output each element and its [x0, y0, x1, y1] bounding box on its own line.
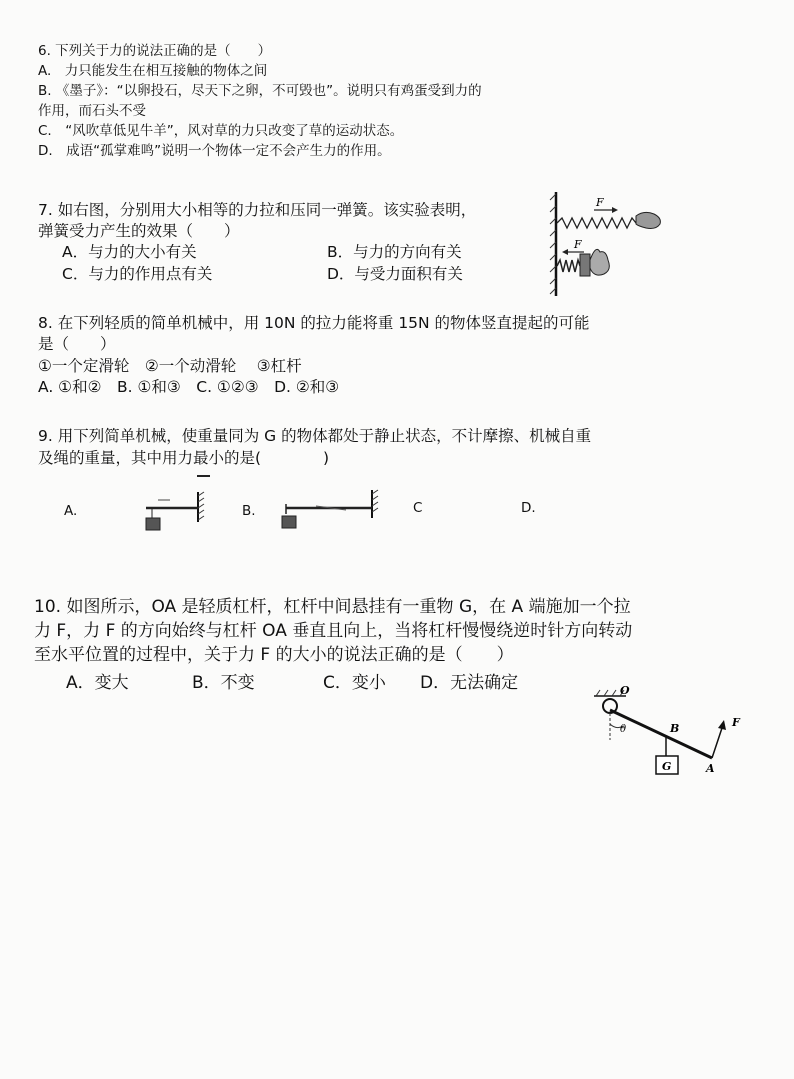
pulling-hand-icon [636, 212, 660, 228]
q9-figure-b [276, 488, 380, 533]
force-f-arrow [712, 728, 722, 758]
q7-stem: 7. 如右图，分别用大小相等的力拉和压同一弹簧。该实验表明， [38, 201, 477, 219]
label-b: B [670, 722, 680, 735]
q10-option-d: D．无法确定 [420, 673, 519, 693]
label-a: A [706, 762, 715, 775]
q10-option-c: C．变小 [323, 673, 386, 693]
lever-figure [586, 680, 756, 785]
q9-label-b: B. [242, 503, 256, 519]
q6-option-c: C. “风吹草低见牛羊”，风对草的力只改变了草的运动状态。 [38, 123, 404, 139]
q9-label-a: A. [64, 503, 78, 519]
pushing-hand-icon [590, 249, 609, 275]
q6-option-d: D. 成语“孤掌难鸣”说明一个物体一定不会产生力的作用。 [38, 143, 391, 159]
q10-option-a: A．变大 [66, 673, 129, 693]
q7-option-a: A．与力的大小有关 [62, 243, 197, 261]
label-theta: θ [620, 724, 627, 735]
q6-option-b: B. 《墨子》：“以卵投石，尽天下之卵，不可毁也”。说明只有鸡蛋受到力的 [38, 83, 482, 99]
q7-stem-cont: 弹簧受力产生的效果（ ） [38, 222, 240, 240]
q10-option-b: B．不变 [192, 673, 255, 693]
q10-stem: 10. 如图所示，OA 是轻质杠杆，杠杆中间悬挂有一重物 G，在 A 端施加一个拉 [34, 597, 631, 617]
q9-stem-cont: 及绳的重量，其中用力最小的是( ) [38, 449, 330, 467]
q7-option-d: D．与受力面积有关 [327, 265, 463, 283]
q9-stem: 9. 用下列简单机械，使重量同为 G 的物体都处于静止状态，不计摩擦、机械自重 [38, 427, 592, 445]
q8-stem-cont: 是（ ） [38, 335, 116, 353]
q8-options: A. ①和② B. ①和③ C. ①②③ D. ②和③ [38, 378, 340, 396]
force-label-top: F [596, 196, 604, 209]
compressed-spring [557, 260, 580, 272]
q10-stem-cont: 力 F，力 F 的方向始终与杠杆 OA 垂直且向上，当将杠杆慢慢绕逆时针方向转动 [34, 621, 633, 641]
label-o: O [620, 684, 630, 697]
stretched-spring [557, 218, 636, 228]
q9-label-c: C [413, 500, 423, 516]
q6-stem: 6. 下列关于力的说法正确的是（ ） [38, 43, 272, 59]
q10-stem-cont-2: 至水平位置的过程中，关于力 F 的大小的说法正确的是（ ） [34, 645, 514, 665]
q7-option-b: B．与力的方向有关 [327, 243, 462, 261]
label-g: G [662, 760, 672, 773]
q8-stem: 8. 在下列轻质的简单机械中，用 10N 的拉力能将重 15N 的物体竖直提起的可能 [38, 314, 590, 332]
q6-option-b-cont: 作用，而石头不受 [38, 103, 146, 119]
q8-items: ①一个定滑轮 ②一个动滑轮 ③杠杆 [38, 357, 302, 375]
q9-label-d: D. [521, 500, 536, 516]
q6-option-a: A. 力只能发生在相互接触的物体之间 [38, 63, 268, 79]
q9-figure-a [140, 470, 210, 535]
spring-figure [548, 190, 668, 300]
label-f: F [732, 716, 740, 729]
force-label-bottom: F [574, 238, 582, 251]
q7-option-c: C．与力的作用点有关 [62, 265, 213, 283]
